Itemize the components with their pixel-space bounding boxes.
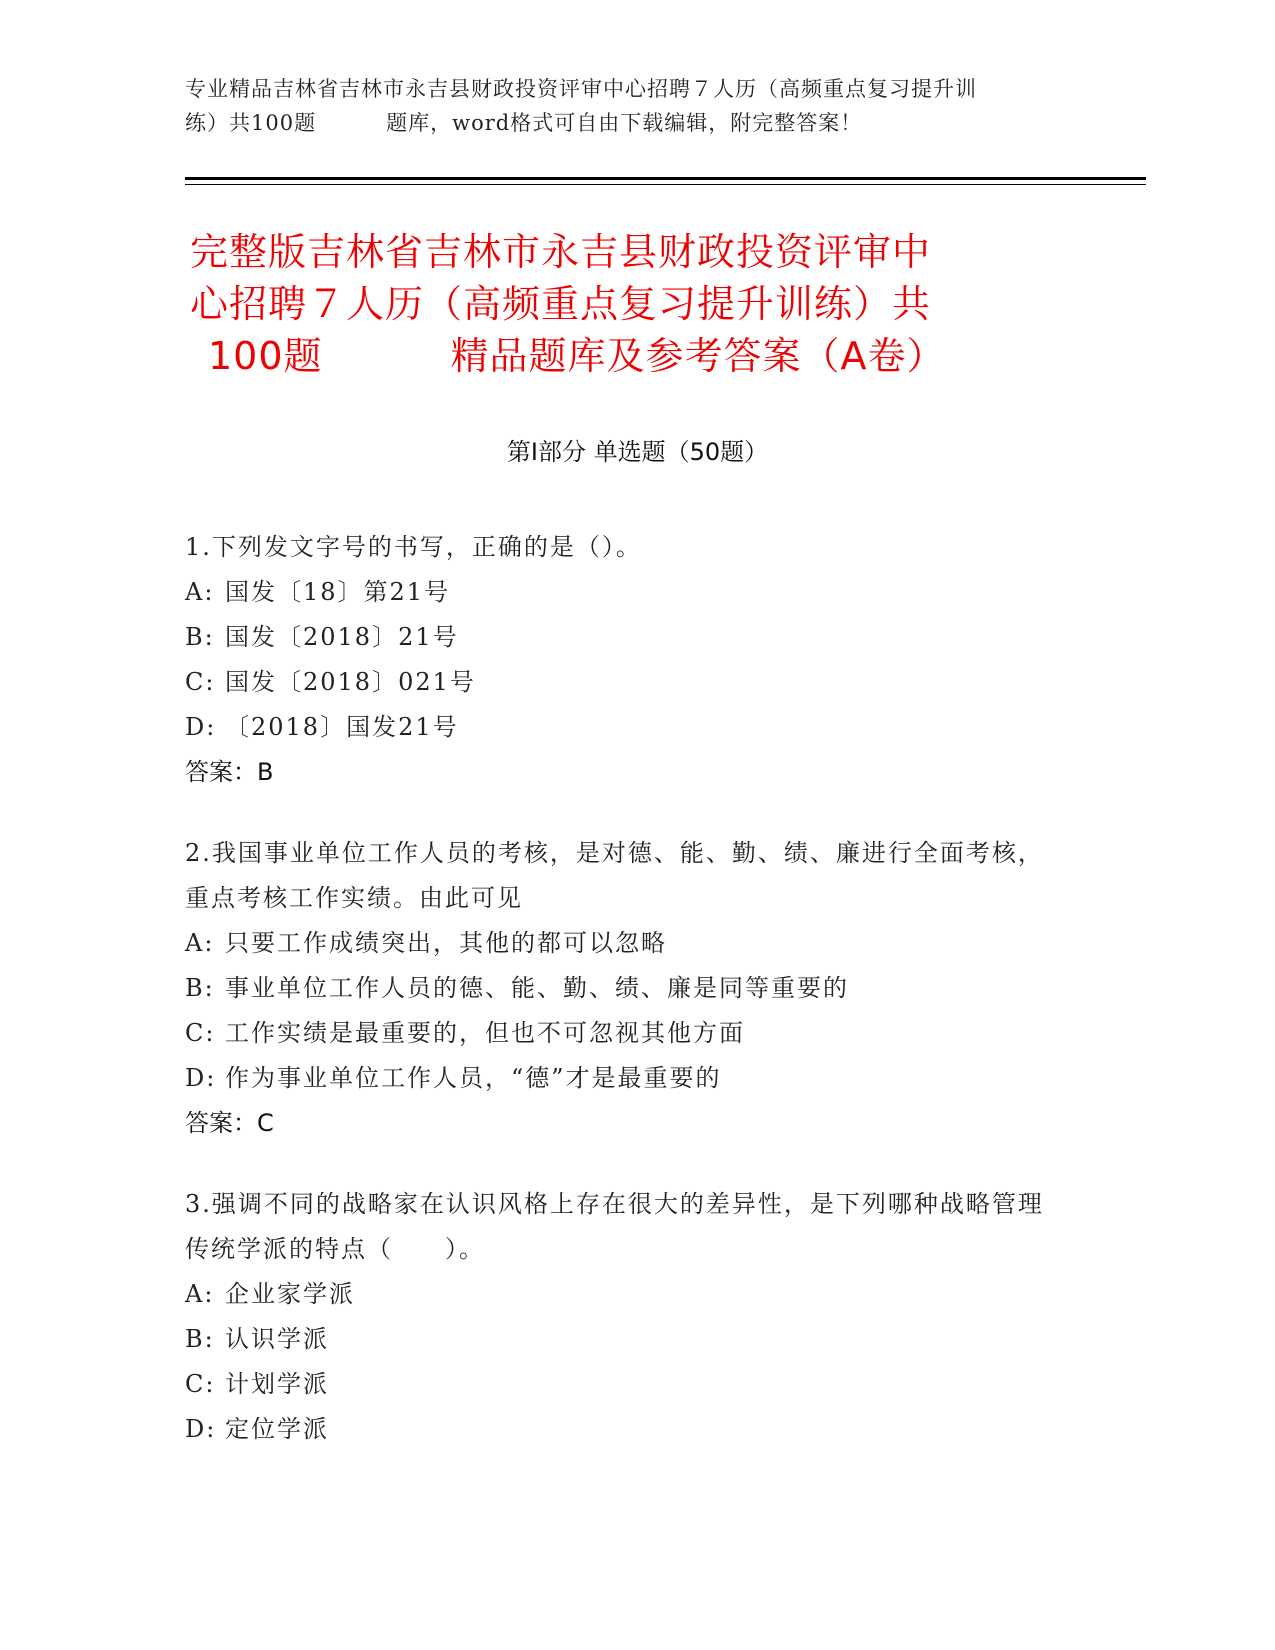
option-key: B: [185,974,215,1002]
title-line-3 [190,330,1090,382]
title-line-1: 完整版吉林省吉林市永吉县财政投资评审中 [190,230,932,274]
answer-line: 答案：C [185,1109,274,1137]
title-line-3-part-1: 100题 [208,334,323,378]
header-line-2-part-2: 题库，word格式可自由下载编辑，附完整答案！ [386,111,863,135]
option-text: 定位学派 [225,1415,329,1443]
option-key: A: [185,578,215,606]
option-key: A: [185,929,215,957]
title-line-3-part-2: 精品题库及参考答案（A卷） [450,334,946,378]
option-a [185,1272,1065,1317]
option-key: B: [185,623,215,651]
header-rule-thin [185,184,1146,185]
option-c [185,660,1065,705]
option-text: 国发〔2018〕021号 [225,668,476,696]
option-a [185,921,1065,966]
option-c [185,1362,1065,1407]
option-c [185,1011,1065,1056]
header-line-1: 专业精品吉林省吉林市永吉县财政投资评审中心招聘７人历（高频重点复习提升训 [185,77,977,101]
option-text: 认识学派 [225,1325,329,1353]
option-key: D: [185,1415,217,1443]
option-key: B: [185,1325,215,1353]
option-text: 国发〔2018〕21号 [225,623,459,651]
option-key: D: [185,713,217,741]
option-d [185,1056,1065,1101]
option-d [185,1407,1065,1452]
option-b [185,1317,1065,1362]
question-1 [185,525,1065,795]
option-key: D: [185,1064,217,1092]
option-text: 企业家学派 [225,1280,355,1308]
option-text: 工作实绩是最重要的，但也不可忽视其他方面 [225,1019,745,1047]
question-stem: 1.下列发文字号的书写，正确的是（）。 [185,533,642,561]
question-stem: 3.强调不同的战略家在认识风格上存在很大的差异性，是下列哪种战略管理传统学派的特点（ ）。 [185,1190,1044,1263]
option-key: A: [185,1280,215,1308]
option-key: C: [185,1019,216,1047]
option-d [185,705,1065,750]
question-3 [185,1182,1065,1452]
option-key: C: [185,668,216,696]
option-key: C: [185,1370,216,1398]
document-title [190,226,1090,382]
document-header [185,72,1085,140]
section-heading: 第Ⅰ部分 单选题（50题） [506,438,769,466]
option-text: 作为事业单位工作人员，“德”才是最重要的 [225,1064,722,1092]
header-line-2-part-1: 练）共100题 [185,111,317,135]
option-text: 〔2018〕国发21号 [225,713,459,741]
option-text: 事业单位工作人员的德、能、勤、绩、廉是同等重要的 [225,974,849,1002]
option-a [185,570,1065,615]
header-line-2 [185,106,1085,140]
option-b [185,966,1065,1011]
option-b [185,615,1065,660]
question-stem: 2.我国事业单位工作人员的考核，是对德、能、勤、绩、廉进行全面考核，重点考核工作实绩。由此可见 [185,839,1044,912]
option-text: 国发〔18〕第21号 [225,578,451,606]
answer-line: 答案：B [185,758,274,786]
option-text: 计划学派 [225,1370,329,1398]
question-2 [185,831,1065,1146]
title-line-2: 心招聘７人历（高频重点复习提升训练）共 [190,282,932,326]
header-rule-thick [185,177,1146,180]
option-text: 只要工作成绩突出，其他的都可以忽略 [225,929,667,957]
question-list [185,525,1065,1488]
